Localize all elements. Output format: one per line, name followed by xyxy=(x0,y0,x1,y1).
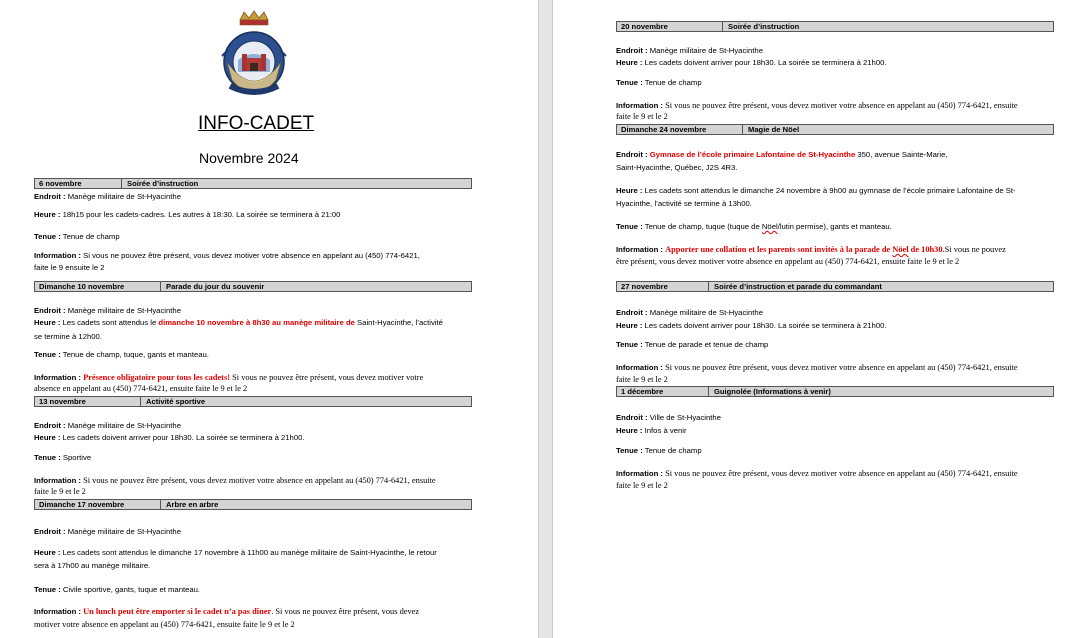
event-title: Soirée d’instruction et parade du commandant xyxy=(714,282,882,291)
event-time: Heure : Les cadets doivent arriver pour 18h30. La soirée se terminera à 21h00. xyxy=(616,58,887,67)
event-date: Dimanche 17 novembre xyxy=(35,500,161,509)
event-date: 20 novembre xyxy=(617,22,723,31)
event-header-20-nov xyxy=(616,21,1054,32)
event-date: 27 novembre xyxy=(617,282,709,291)
event-information-cont: faite le 9 et le 2 xyxy=(616,481,668,490)
event-time: Heure : Les cadets sont attendus le dimanche 17 novembre à 11h00 au manège militaire de Saint-Hyacinthe, le retour xyxy=(34,548,437,557)
event-dress: Tenue : Tenue de champ, tuque, gants et manteau. xyxy=(34,350,209,359)
event-information-cont: faite le 9 ensuite le 2 xyxy=(34,263,105,272)
squadron-crest-logo xyxy=(214,10,294,106)
document-page-left xyxy=(0,0,538,638)
event-time: Heure : Les cadets doivent arriver pour 18h30. La soirée se terminera à 21h00. xyxy=(34,433,305,442)
page-separator xyxy=(538,0,553,638)
document-title: INFO-CADET xyxy=(198,113,315,134)
event-title: Magie de Nöel xyxy=(748,125,800,134)
event-time-cont: Hyacinthe, l’activité se termine à 13h00. xyxy=(616,199,752,208)
event-dress: Tenue : Sportive xyxy=(34,453,92,462)
event-dress: Tenue : Tenue de parade et tenue de champ xyxy=(616,340,769,349)
event-time: Heure : Les cadets sont attendus le dimanche 10 novembre à 8h30 au manège militaire de Saint-Hyacinthe, l’activité xyxy=(34,318,443,327)
event-information: Information : Si vous ne pouvez être présent, vous devez motiver votre absence en appelant au (450) 774-6421, ensuite xyxy=(34,476,436,485)
event-time: Heure : Les cadets sont attendus le dimanche 24 novembre à 9h00 au gymnase de l’école primaire Lafontaine de St- xyxy=(616,186,1016,195)
event-information: Information : Présence obligatoire pour tous les cadets! Si vous ne pouvez être présent, vous devez motiver votre xyxy=(34,373,424,382)
event-dress: Tenue : Tenue de champ xyxy=(34,232,120,241)
event-time: Heure : Infos à venir xyxy=(616,426,687,435)
event-title: Arbre en arbre xyxy=(166,500,219,509)
event-dress: Tenue : Tenue de champ xyxy=(616,446,702,455)
event-information: Information : Si vous ne pouvez être présent, vous devez motiver votre absence en appelant au (450) 774-6421, xyxy=(34,251,420,260)
event-time: Heure : Les cadets doivent arriver pour 18h30. La soirée se terminera à 21h00. xyxy=(616,321,887,330)
event-information: Information : Si vous ne pouvez être présent, vous devez motiver votre absence en appelant au (450) 774-6421, ensuite xyxy=(616,101,1018,110)
event-information: Information : Apporter une collation et les parents sont invités à la parade de Nöel de 10h30.Si vous ne pouvez xyxy=(616,245,1006,254)
event-date: 1 décembre xyxy=(617,387,709,396)
document-page-right xyxy=(553,0,1085,638)
event-title: Soirée d’instruction xyxy=(127,179,199,188)
event-title: Guignolée (Informations à venir) xyxy=(714,387,831,396)
event-location: Endroit : Manège militaire de St-Hyacinthe xyxy=(34,306,181,315)
event-location: Endroit : Manège militaire de St-Hyacinthe xyxy=(616,46,763,55)
event-information: Information : Si vous ne pouvez être présent, vous devez motiver votre absence en appelant au (450) 774-6421, ensuite xyxy=(616,469,1018,478)
event-information: Information : Un lunch peut être emporter si le cadet n’a pas dîner. Si vous ne pouvez être présent, vous devez xyxy=(34,607,420,616)
event-date: 13 novembre xyxy=(35,397,141,406)
event-time-cont: sera à 17h00 au manège militaire. xyxy=(34,561,151,570)
event-title: Parade du jour du souvenir xyxy=(166,282,265,291)
event-information: Information : Si vous ne pouvez être présent, vous devez motiver votre absence en appelant au (450) 774-6421, ensuite xyxy=(616,363,1018,372)
event-location: Endroit : Manège militaire de St-Hyacinthe xyxy=(34,192,181,201)
event-location: Endroit : Manège militaire de St-Hyacinthe xyxy=(616,308,763,317)
event-location: Endroit : Manège militaire de St-Hyacinthe xyxy=(34,527,181,536)
event-information-cont: être présent, vous devez motiver votre absence en appelant au (450) 774-6421, ensuite faite le 9 et le 2 xyxy=(616,257,960,266)
event-information-cont: absence en appelant au (450) 774-6421, ensuite faite le 9 et le 2 xyxy=(34,384,248,393)
event-dress: Tenue : Civile sportive, gants, tuque et manteau. xyxy=(34,585,201,594)
event-information-cont: faite le 9 et le 2 xyxy=(616,375,668,384)
document-subtitle: Novembre 2024 xyxy=(199,150,299,166)
event-header-6-nov xyxy=(34,178,472,189)
event-header-13-nov xyxy=(34,396,472,407)
event-time: Heure : 18h15 pour les cadets-cadres. Les autres à 18:30. La soirée se terminera à 21:00 xyxy=(34,210,341,219)
event-location: Endroit : Ville de St-Hyacinthe xyxy=(616,413,721,422)
event-time-cont: se termine à 12h00. xyxy=(34,332,102,341)
event-date: 6 novembre xyxy=(35,179,122,188)
event-location: Endroit : Gymnase de l’école primaire Lafontaine de St-Hyacinthe 350, avenue Sainte-Marie, xyxy=(616,150,948,159)
event-header-27-nov xyxy=(616,281,1054,292)
event-date: Dimanche 10 novembre xyxy=(35,282,161,291)
event-header-24-nov xyxy=(616,124,1054,135)
event-title: Soirée d’instruction xyxy=(728,22,800,31)
event-information-cont: faite le 9 et le 2 xyxy=(616,112,668,121)
event-header-1-dec xyxy=(616,386,1054,397)
event-dress: Tenue : Tenue de champ, tuque (tuque de Nöel/lutin permise), gants et manteau. xyxy=(616,222,892,231)
event-title: Activité sportive xyxy=(146,397,206,406)
event-information-cont: faite le 9 et le 2 xyxy=(34,487,86,496)
event-header-17-nov xyxy=(34,499,472,510)
event-information-cont: motiver votre absence en appelant au (450) 774-6421, ensuite faite le 9 et le 2 xyxy=(34,620,295,629)
event-date: Dimanche 24 novembre xyxy=(617,125,743,134)
event-dress: Tenue : Tenue de champ xyxy=(616,78,702,87)
event-header-10-nov xyxy=(34,281,472,292)
event-location-cont: Saint-Hyacinthe, Québec, J2S 4R3. xyxy=(616,163,738,172)
event-location: Endroit : Manège militaire de St-Hyacinthe xyxy=(34,421,181,430)
